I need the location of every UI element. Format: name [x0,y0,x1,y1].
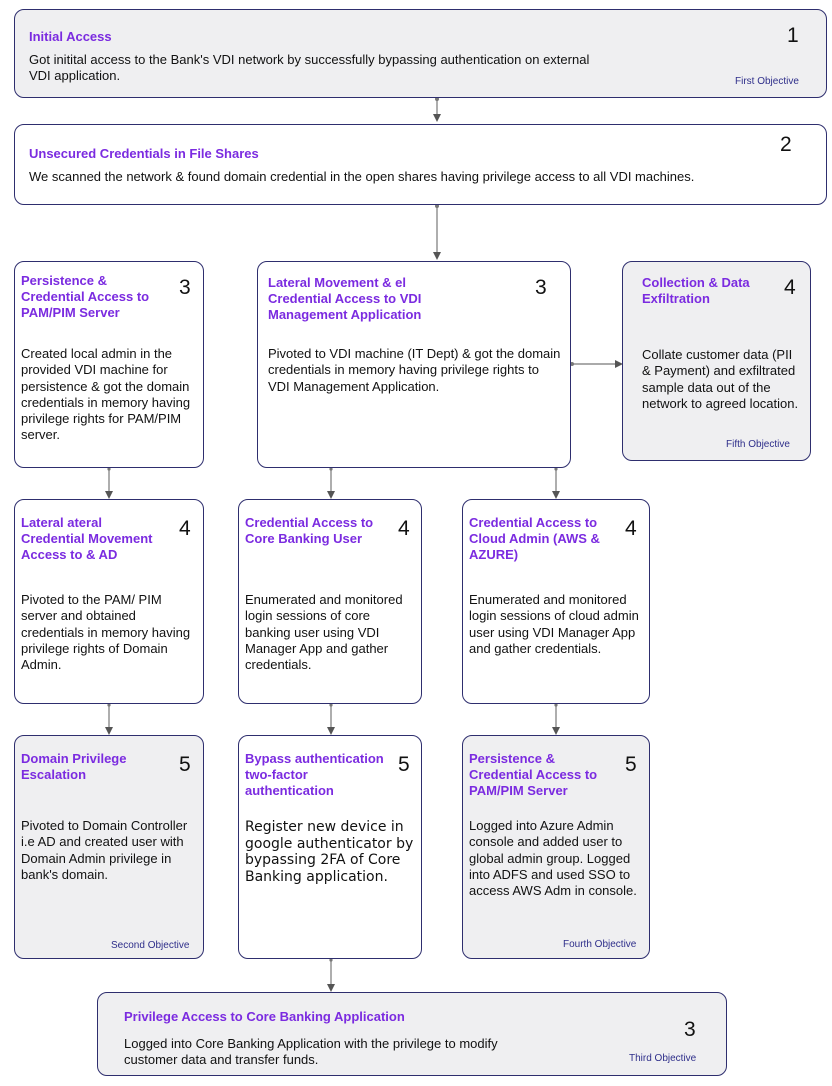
node-title: Privilege Access to Core Banking Application [124,1009,405,1024]
objective-label: Third Objective [629,1053,697,1064]
node-description: Enumerated and monitored login sessions of core banking user using VDI Manager App and gather credentials. [245,592,403,673]
node-title: Lateral Movement & el Credential Access to VDI Management Application [268,275,422,322]
node-bypass-2fa [238,735,422,959]
step-number: 3 [179,276,191,299]
node-description: Collate customer data (PII & Payment) and exfiltrated sample data out of the network to agreed location. [642,347,799,411]
node-title: Initial Access [29,29,112,44]
node-description: Pivoted to the PAM/ PIM server and obtained credentials in memory having privilege rights of Domain Admin. [21,592,191,673]
node-title: Bypass authentication two-factor authentication [245,751,384,798]
node-title: Unsecured Credentials in File Shares [29,146,259,161]
node-unsecured-credentials [14,124,827,205]
node-description: Enumerated and monitored login sessions of cloud admin user using VDI Manager App and gather credentials. [469,592,639,656]
node-description: We scanned the network & found domain credential in the open shares having privilege access to all VDI machines. [29,169,695,184]
step-number: 5 [179,753,191,776]
step-number: 4 [398,517,410,540]
node-persistence-cloud-admin [462,735,650,959]
node-title: Persistence & Credential Access to PAM/PIM Server [21,273,150,320]
step-number: 4 [784,276,796,299]
node-lateral-movement-vdi [257,261,571,468]
node-title: Credential Access to Cloud Admin (AWS & AZURE) [469,515,600,562]
step-number: 3 [535,276,547,299]
node-domain-privilege-escalation [14,735,204,959]
node-description: Pivoted to Domain Controller i.e AD and created user with Domain Admin privilege in bank's domain. [21,818,188,882]
objective-label: Fifth Objective [726,439,790,450]
node-title: Domain Privilege Escalation [21,751,127,782]
node-initial-access [14,9,827,98]
step-number: 5 [398,753,410,776]
node-description: Pivoted to VDI machine (IT Dept) & got the domain credentials in memory having privilege rights to VDI Management Application. [268,346,561,394]
node-title: Lateral ateral Credential Movement Access to & AD [21,515,153,562]
node-persistence-pam-pim [14,261,204,468]
node-privilege-core-banking [97,992,727,1076]
step-number: 5 [625,753,637,776]
objective-label: Second Objective [111,940,190,951]
node-description: Logged into Core Banking Application with the privilege to modify customer data and transfer funds. [124,1036,498,1068]
step-number: 1 [787,24,799,47]
node-title: Persistence & Credential Access to PAM/PIM Server [469,751,598,798]
step-number: 4 [625,517,637,540]
objective-label: First Objective [735,76,799,87]
objective-label: Fourth Objective [563,939,637,950]
node-lateral-movement-ad [14,499,204,704]
step-number: 3 [684,1018,696,1041]
node-description: Created local admin in the provided VDI machine for persistence & got the domain credentials in memory having privilege rights for PAM/PIM server. [21,346,191,443]
node-title: Credential Access to Core Banking User [245,515,374,546]
node-description: Logged into Azure Admin console and added user to global admin group. Logged into ADFS and used SSO to access AWS Adm in console. [469,818,637,899]
node-title: Collection & Data Exfiltration [642,275,750,306]
node-description: Register new device in google authenticator by bypassing 2FA of Core Banking application. [245,819,414,885]
node-credential-cloud-admin [462,499,650,704]
node-collection-exfiltration [622,261,811,461]
step-number: 2 [780,133,792,156]
step-number: 4 [179,517,191,540]
node-credential-core-banking-user [238,499,422,704]
node-description: Got initital access to the Bank's VDI network by successfully bypassing authentication on external VDI application. [29,52,590,84]
